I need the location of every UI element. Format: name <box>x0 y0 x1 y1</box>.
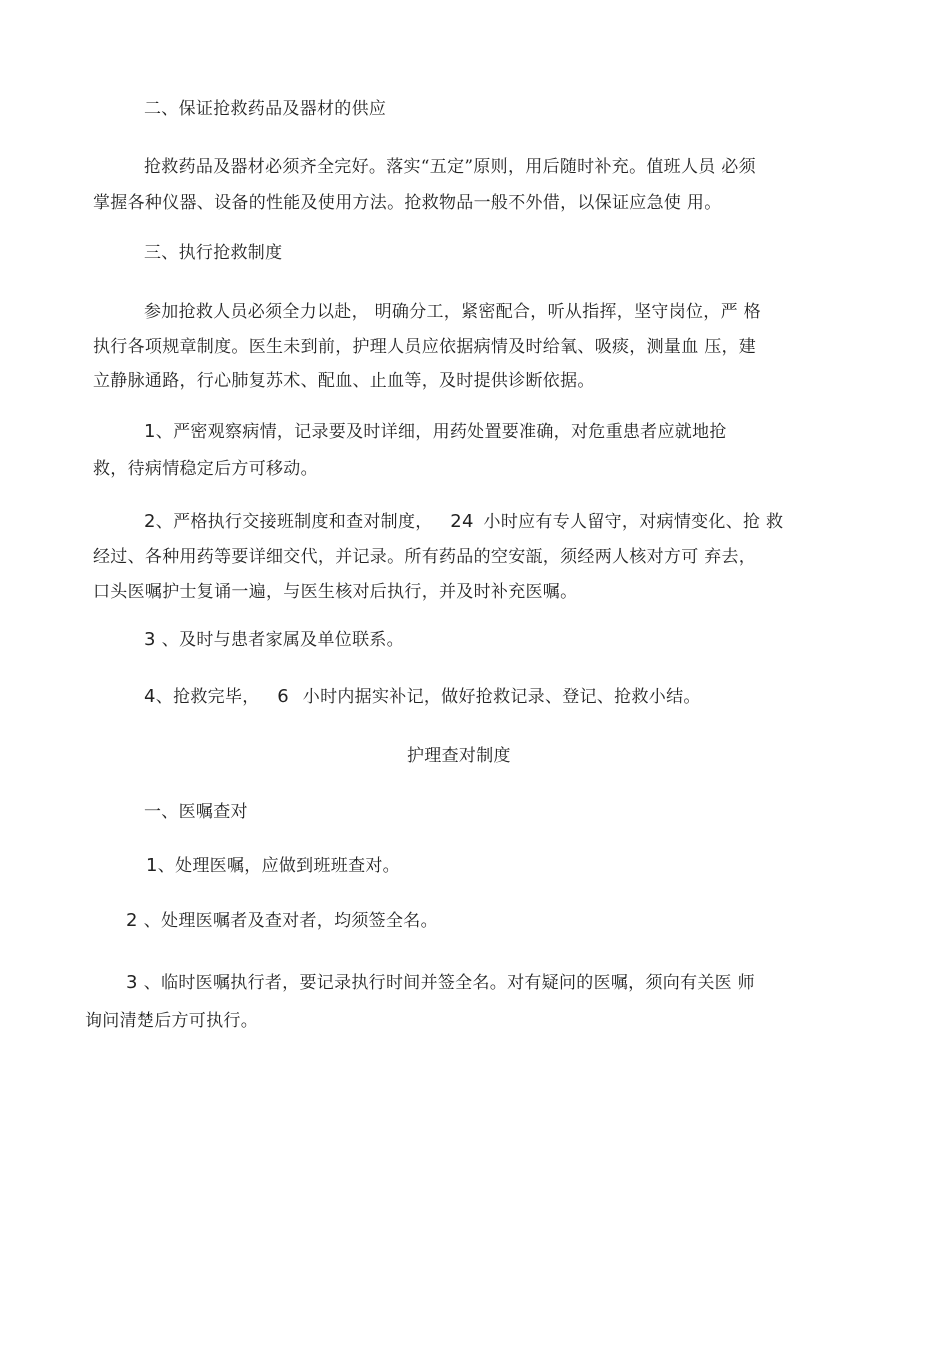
item-number: 1 <box>144 421 156 442</box>
document-title: 护理查对制度 <box>407 746 511 766</box>
item-text: 、处理医嘱者及查对者，均须签全名。 <box>143 911 438 931</box>
paragraph-line: 经过、各种用药等要详细交代，并记录。所有药品的空安瓿，须经两人核对方可 弃去， <box>93 547 757 567</box>
item-text: 、及时与患者家属及单位联系。 <box>161 630 404 650</box>
paragraph-line: 询问清楚后方可执行。 <box>85 1011 258 1031</box>
list-item <box>144 686 701 708</box>
item-text: 小时内据实补记，做好抢救记录、登记、抢救小结。 <box>302 687 701 707</box>
list-item <box>144 421 727 443</box>
item-number: 3 <box>126 972 138 993</box>
section-heading: 一、医嘱查对 <box>144 802 248 822</box>
paragraph-line: 立静脉通路，行心肺复苏术、配血、止血等，及时提供诊断依据。 <box>93 371 595 391</box>
hours-number: 6 <box>277 686 290 707</box>
item-text: 、严密观察病情，记录要及时详细，用药处置要准确，对危重患者应就地抢 <box>155 422 727 442</box>
item-text: 小时应有专人留守，对病情变化、抢 救 <box>483 512 784 532</box>
item-number: 3 <box>144 629 156 650</box>
paragraph-line: 救，待病情稳定后方可移动。 <box>93 459 318 479</box>
list-item <box>144 511 783 533</box>
paragraph-line: 口头医嘱护士复诵一遍，与医生核对后执行，并及时补充医嘱。 <box>93 582 578 602</box>
list-item <box>146 855 400 877</box>
paragraph-line: 掌握各种仪器、设备的性能及使用方法。抢救物品一般不外借，以保证应急使 用。 <box>93 193 722 213</box>
paragraph-line: 执行各项规章制度。医生未到前，护理人员应依据病情及时给氧、吸痰，测量血 压，建 <box>93 337 757 357</box>
item-number: 1 <box>146 855 158 876</box>
item-text: 、处理医嘱，应做到班班查对。 <box>157 856 400 876</box>
section-heading: 二、保证抢救药品及器材的供应 <box>144 99 387 119</box>
paragraph-line: 抢救药品及器材必须齐全完好。落实“五定”原则，用后随时补充。值班人员 必须 <box>144 157 756 177</box>
section-heading: 三、执行抢救制度 <box>144 243 283 263</box>
list-item <box>126 910 438 932</box>
item-text: 、严格执行交接班制度和查对制度， <box>155 512 433 532</box>
list-item <box>144 629 404 651</box>
item-number: 2 <box>144 511 156 532</box>
item-text: 、临时医嘱执行者，要记录执行时间并签全名。对有疑问的医嘱，须向有关医 师 <box>143 973 755 993</box>
item-number: 2 <box>126 910 138 931</box>
item-text: 、抢救完毕， <box>155 687 260 707</box>
hours-number: 24 <box>450 511 474 532</box>
list-item <box>126 972 755 994</box>
paragraph-line: 参加抢救人员必须全力以赴， 明确分工，紧密配合，听从指挥，坚守岗位，严 格 <box>144 302 761 322</box>
item-number: 4 <box>144 686 156 707</box>
